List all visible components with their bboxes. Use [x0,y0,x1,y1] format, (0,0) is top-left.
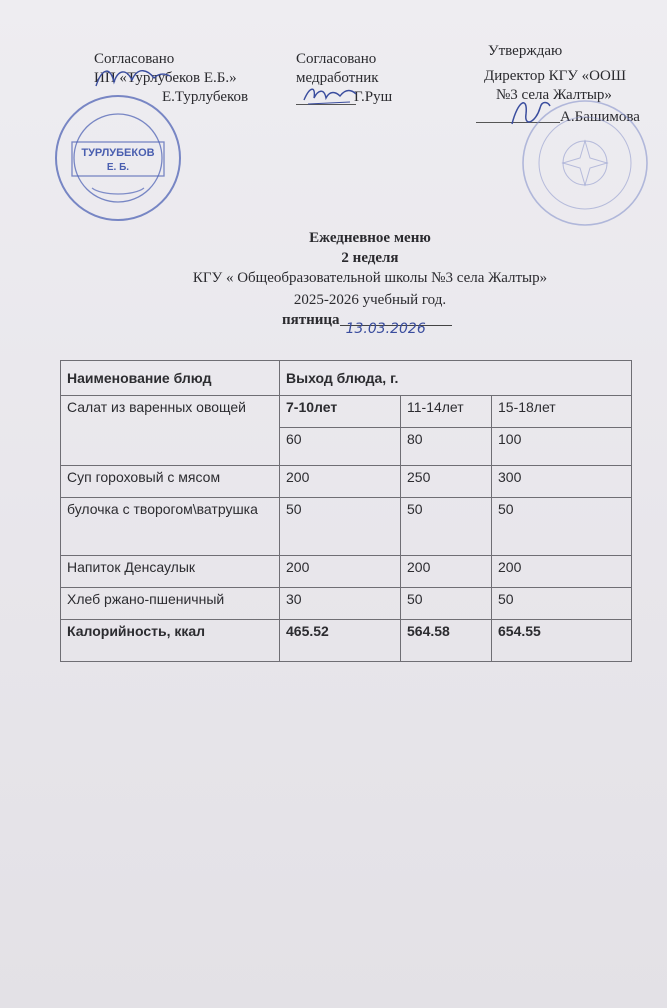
dish-name: Салат из варенных овощей [61,396,280,466]
value-cell: 60 [280,428,401,466]
table-row [61,396,632,428]
total-value: 654.55 [492,620,632,662]
date-underline [340,321,452,337]
age-group-cell: 15-18лет [492,396,632,428]
school-year: 2025-2026 учебный год. [293,292,447,308]
table-header-row [61,361,632,396]
value-cell: 50 [401,498,492,556]
medic-signature [300,82,360,108]
value-cell: 50 [492,588,632,620]
value-cell: 250 [401,466,492,498]
approval-right-role: Директор КГУ «ООШ [484,68,626,84]
day-line [282,312,452,337]
value-cell: 200 [280,556,401,588]
contractor-signature [92,60,172,96]
header-output: Выход блюда, г. [280,361,632,396]
table-row [61,588,632,620]
approval-middle-title: Согласовано [296,51,377,67]
stamp-name-line1: ТУРЛУБЕКОВ [81,147,155,159]
value-cell: 200 [401,556,492,588]
dish-name [61,498,280,556]
day-label: пятница [282,312,340,328]
approval-middle-role: медработник [296,70,379,86]
approval-middle-name: Г.Руш [354,89,393,105]
age-group-cell: 11-14лет [401,396,492,428]
approval-left-org: ИП «Турлубеков Е.Б.» [94,70,237,86]
stamp-name-line2: Е. Б. [106,162,130,173]
dish-name: Суп гороховый с мясом [61,466,280,498]
table-row [61,466,632,498]
approval-right-title: Утверждаю [488,43,563,59]
school-name: КГУ « Общеобразовательной школы №3 села Жалтыр» [192,270,548,286]
approval-left-name: Е.Турлубеков [162,89,249,105]
total-label: Калорийность, ккал [61,620,280,662]
value-cell: 200 [492,556,632,588]
approval-left-title: Согласовано [94,51,175,67]
approval-right-school: №3 села Жалтыр» [496,87,612,103]
total-row [61,620,632,662]
company-stamp [52,92,184,224]
table-row [61,556,632,588]
value-cell: 50 [280,498,401,556]
value-cell: 50 [401,588,492,620]
value-cell: 80 [401,428,492,466]
week-label: 2 неделя [341,250,399,266]
total-value: 465.52 [280,620,401,662]
approval-right-name: А.Башимова [560,109,640,125]
value-cell: 200 [280,466,401,498]
value-cell: 100 [492,428,632,466]
date-handwritten: 13.03.2026 [345,321,426,337]
total-value: 564.58 [401,620,492,662]
dish-name-text: булочка с творогом\ватрушка [67,501,258,517]
menu-table [60,360,632,662]
age-group-cell: 7-10лет [280,396,401,428]
value-cell: 30 [280,588,401,620]
dish-name: Напиток Денсаулык [61,556,280,588]
table-row [61,498,632,556]
dish-name: Хлеб ржано-пшеничный [61,588,280,620]
header-dish-name: Наименование блюд [61,361,280,396]
value-cell: 300 [492,466,632,498]
school-seal [518,96,652,230]
menu-title: Ежедневное меню [309,230,431,246]
value-cell: 50 [492,498,632,556]
